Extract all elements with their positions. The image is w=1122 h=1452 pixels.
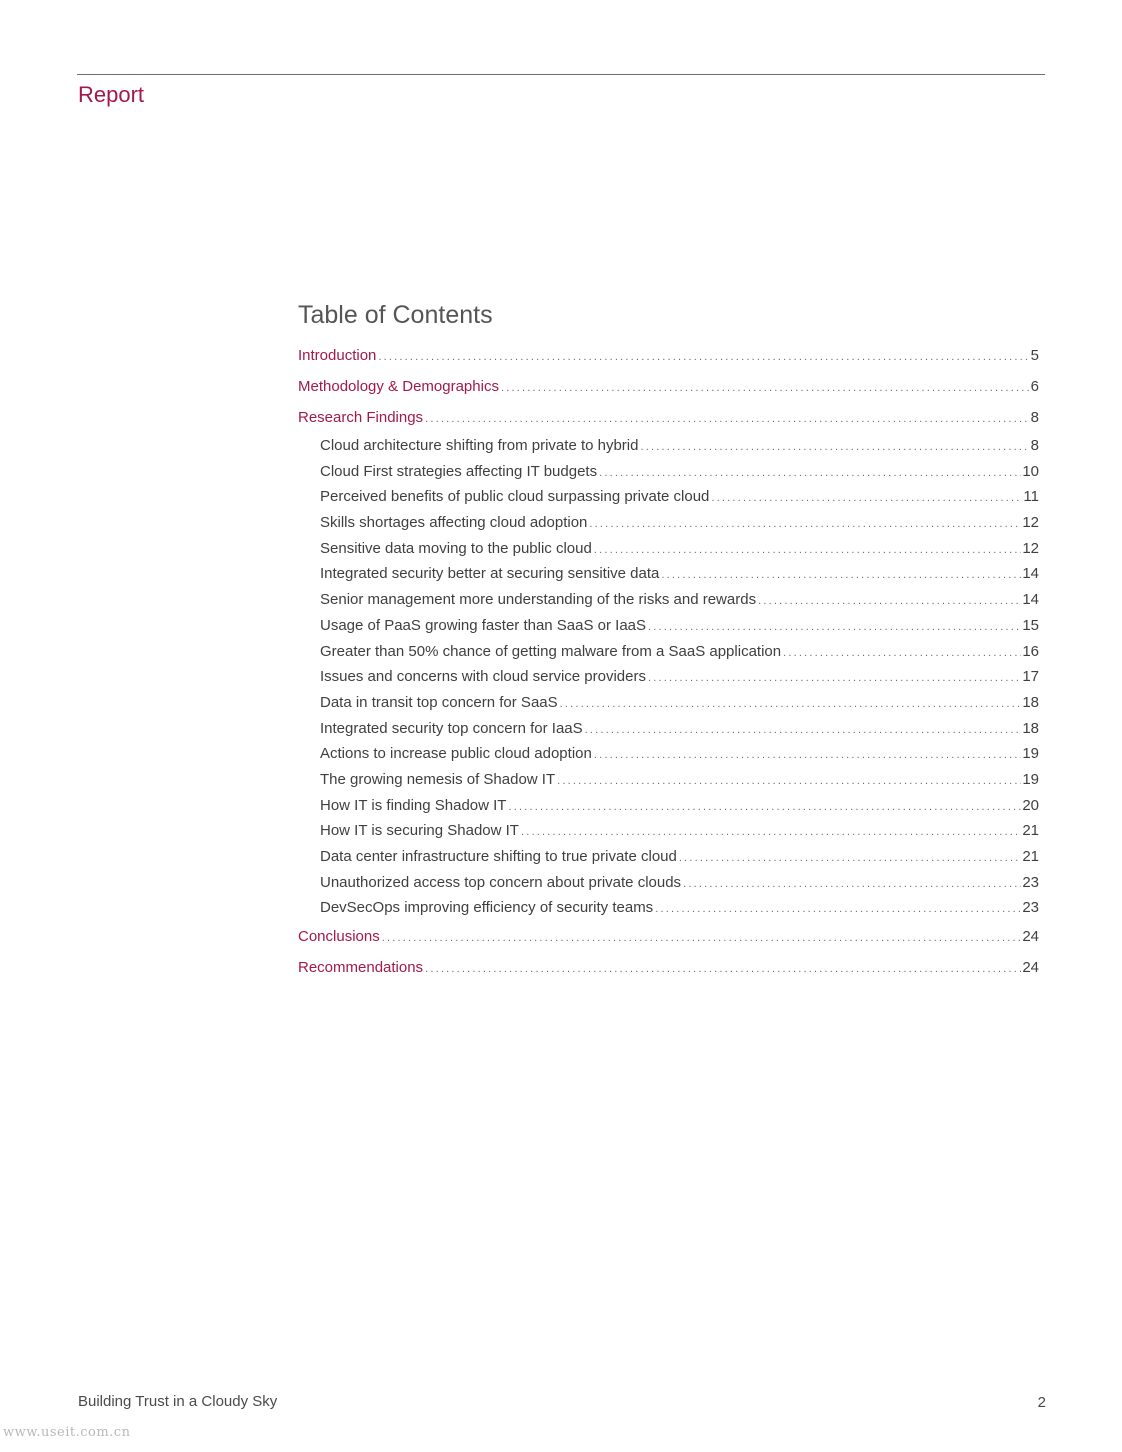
toc-subsection-link[interactable] xyxy=(298,895,1039,921)
toc-dot-leader xyxy=(661,563,1021,589)
toc-section-link[interactable] xyxy=(298,952,1039,983)
toc-subsection-link[interactable] xyxy=(298,433,1039,459)
toc-subsection-link[interactable] xyxy=(298,484,1039,510)
toc-entry-label: How IT is securing Shadow IT xyxy=(320,822,519,840)
toc-section-link[interactable] xyxy=(298,371,1039,402)
toc-entry-label: Data center infrastructure shifting to true private cloud xyxy=(320,848,677,865)
toc-entry-label: Cloud First strategies affecting IT budgets xyxy=(320,462,598,480)
toc-dot-leader xyxy=(501,373,1030,404)
toc-subsection-link[interactable] xyxy=(298,767,1039,793)
toc-dot-leader xyxy=(560,692,1022,718)
footer-document-title: Building Trust in a Cloudy Sky xyxy=(78,1393,278,1410)
toc-subsection-link[interactable] xyxy=(298,613,1039,639)
toc-entry-label: Integrated security top concern for IaaS xyxy=(320,719,583,737)
toc-entry-label: Cloud architecture shifting from private to hybrid xyxy=(320,437,639,454)
toc-entry-page: 21 xyxy=(1022,848,1039,865)
toc-subsection-link[interactable] xyxy=(298,690,1039,716)
toc-title: Table of Contents xyxy=(298,301,493,329)
toc-dot-leader xyxy=(648,615,1021,641)
toc-entry-label: Research Findings xyxy=(298,409,424,426)
toc-entry-label: DevSecOps improving efficiency of security teams xyxy=(320,899,654,917)
toc-section-link[interactable] xyxy=(298,340,1039,371)
toc-entry-page: 8 xyxy=(1030,437,1039,454)
toc-subsection-link[interactable] xyxy=(298,844,1039,870)
toc-subsection-link[interactable] xyxy=(298,818,1039,844)
toc-dot-leader xyxy=(683,872,1021,898)
toc-entry-page: 19 xyxy=(1022,745,1039,763)
toc-dot-leader xyxy=(425,404,1030,435)
toc-dot-leader xyxy=(382,923,1022,954)
toc-subsection-link[interactable] xyxy=(298,587,1039,613)
toc-entry-label: Sensitive data moving to the public cloud xyxy=(320,539,592,557)
toc-dot-leader xyxy=(425,954,1021,985)
toc-entry-page: 12 xyxy=(1022,514,1039,532)
toc-dot-leader xyxy=(599,461,1021,487)
toc-entry-page: 15 xyxy=(1022,616,1039,634)
toc-subsection-link[interactable] xyxy=(298,459,1039,485)
report-label: Report xyxy=(78,82,145,107)
toc-section-link[interactable] xyxy=(298,921,1039,952)
toc-entry-page: 19 xyxy=(1022,770,1039,788)
toc-subsection-link[interactable] xyxy=(298,639,1039,665)
toc-dot-leader xyxy=(508,795,1021,821)
toc-entry-label: Senior management more understanding of the risks and rewards xyxy=(320,591,757,609)
toc-subsection-link[interactable] xyxy=(298,561,1039,587)
toc-dot-leader xyxy=(679,846,1021,872)
toc-dot-leader xyxy=(378,342,1029,373)
toc-entry-label: Integrated security better at securing sensitive data xyxy=(320,565,660,583)
toc-dot-leader xyxy=(594,743,1021,769)
toc-subsection-link[interactable] xyxy=(298,510,1039,536)
toc-entry-page: 17 xyxy=(1022,668,1039,686)
toc-entry-page: 11 xyxy=(1023,488,1039,506)
toc-dot-leader xyxy=(585,718,1022,744)
toc-entry-label: The growing nemesis of Shadow IT xyxy=(320,770,556,788)
toc-entry-page: 23 xyxy=(1022,873,1039,891)
toc-entry-page: 14 xyxy=(1022,565,1039,583)
toc-entry-page: 21 xyxy=(1022,822,1039,840)
toc-dot-leader xyxy=(783,641,1021,667)
toc-entry-label: Usage of PaaS growing faster than SaaS or IaaS xyxy=(320,616,647,634)
toc-subsection-link[interactable] xyxy=(298,870,1039,896)
toc-dot-leader xyxy=(648,666,1021,692)
toc-subsection-link[interactable] xyxy=(298,664,1039,690)
toc-entry-page: 18 xyxy=(1022,719,1039,737)
toc-entry-page: 16 xyxy=(1022,642,1039,660)
toc-entry-label: Recommendations xyxy=(298,959,424,977)
toc-entry-label: Greater than 50% chance of getting malware from a SaaS application xyxy=(320,642,782,660)
toc-subsection-link[interactable] xyxy=(298,716,1039,742)
toc-entry-page: 18 xyxy=(1022,693,1039,711)
header-rule xyxy=(77,74,1045,75)
toc-dot-leader xyxy=(521,820,1021,846)
footer-page-number: 2 xyxy=(1037,1394,1046,1411)
toc-entry-label: Perceived benefits of public cloud surpassing private cloud xyxy=(320,488,710,506)
toc-list xyxy=(298,340,1039,983)
toc-entry-page: 23 xyxy=(1022,899,1039,917)
toc-dot-leader xyxy=(758,589,1021,615)
toc-entry-label: Skills shortages affecting cloud adoption xyxy=(320,514,588,532)
toc-entry-label: Issues and concerns with cloud service providers xyxy=(320,668,646,686)
toc-dot-leader xyxy=(589,512,1021,538)
toc-dot-leader xyxy=(594,538,1021,564)
toc-subsection-link[interactable] xyxy=(298,536,1039,562)
toc-entry-page: 14 xyxy=(1022,591,1039,609)
toc-entry-label: How IT is finding Shadow IT xyxy=(320,796,507,814)
toc-entry-page: 24 xyxy=(1022,928,1039,946)
toc-entry-label: Methodology & Demographics xyxy=(298,378,499,395)
toc-dot-leader xyxy=(640,435,1029,461)
toc-entry-page: 20 xyxy=(1022,796,1039,814)
table-of-contents xyxy=(298,299,1039,983)
toc-entry-page: 5 xyxy=(1030,347,1039,364)
toc-entry-label: Introduction xyxy=(298,347,377,364)
toc-subsection-link[interactable] xyxy=(298,793,1039,819)
toc-entry-label: Actions to increase public cloud adoption xyxy=(320,745,592,763)
toc-dot-leader xyxy=(655,897,1021,923)
toc-entry-page: 12 xyxy=(1022,539,1039,557)
toc-section-link[interactable] xyxy=(298,402,1039,433)
toc-subsection-link[interactable] xyxy=(298,741,1039,767)
toc-entry-page: 8 xyxy=(1030,409,1039,426)
toc-entry-page: 24 xyxy=(1022,959,1039,977)
watermark: www.useit.com.cn xyxy=(3,1425,131,1440)
toc-entry-label: Unauthorized access top concern about private clouds xyxy=(320,873,682,891)
toc-entry-page: 6 xyxy=(1030,378,1039,395)
toc-entry-page: 10 xyxy=(1022,462,1039,480)
toc-entry-label: Conclusions xyxy=(298,928,380,946)
toc-entry-label: Data in transit top concern for SaaS xyxy=(320,693,558,711)
toc-dot-leader xyxy=(711,486,1022,512)
toc-dot-leader xyxy=(557,769,1021,795)
